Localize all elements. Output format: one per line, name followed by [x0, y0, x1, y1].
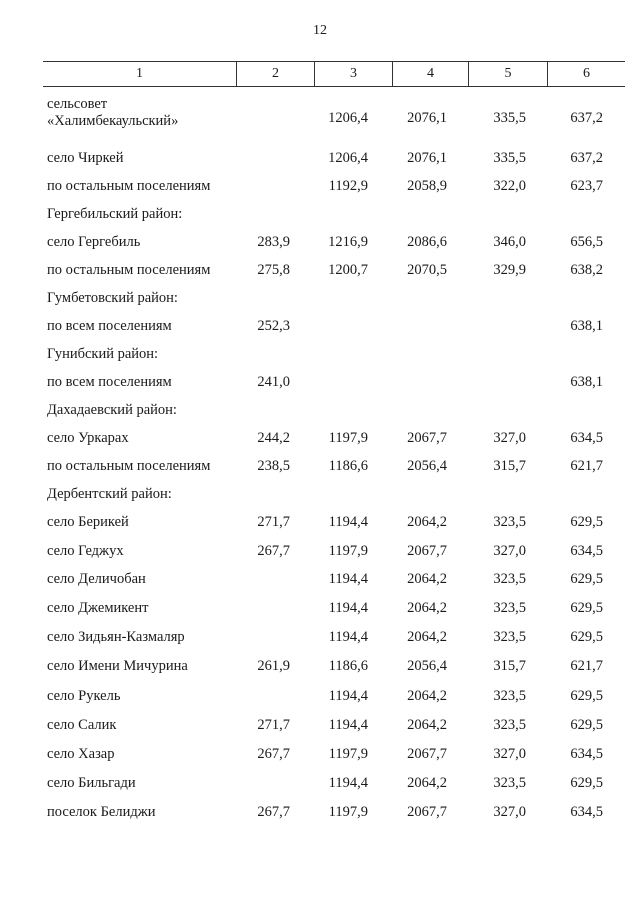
row-value-col-4: 2070,5	[407, 262, 447, 278]
table-row	[0, 569, 640, 589]
row-value-col-5: 323,5	[493, 571, 526, 587]
table-row	[0, 260, 640, 280]
table-row	[0, 773, 640, 793]
row-value-col-4: 2056,4	[407, 658, 447, 674]
row-value-col-5: 323,5	[493, 629, 526, 645]
row-value-col-5: 315,7	[493, 658, 526, 674]
table-row	[0, 686, 640, 706]
row-name: село Гергебиль	[47, 234, 141, 250]
row-name: село Рукель	[47, 688, 121, 704]
row-value-col-5: 323,5	[493, 600, 526, 616]
row-value-col-6: 629,5	[570, 514, 603, 530]
row-value-col-5: 327,0	[493, 430, 526, 446]
row-value-col-2: 252,3	[257, 318, 290, 334]
header-col-1: 1	[136, 66, 143, 81]
row-value-col-3: 1194,4	[328, 775, 368, 791]
row-value-col-6: 629,5	[570, 600, 603, 616]
row-value-col-6: 623,7	[570, 178, 603, 194]
row-value-col-3: 1206,4	[328, 110, 368, 126]
row-value-col-3: 1194,4	[328, 571, 368, 587]
table-row	[0, 316, 640, 336]
table-row	[0, 204, 640, 224]
row-value-col-5: 335,5	[493, 150, 526, 166]
row-value-col-6: 638,2	[570, 262, 603, 278]
row-value-col-6: 629,5	[570, 629, 603, 645]
row-value-col-4: 2076,1	[407, 150, 447, 166]
table-row	[0, 232, 640, 252]
row-value-col-5: 327,0	[493, 746, 526, 762]
row-value-col-3: 1216,9	[328, 234, 368, 250]
row-value-col-5: 323,5	[493, 514, 526, 530]
table-row	[0, 372, 640, 392]
row-value-col-4: 2064,2	[407, 775, 447, 791]
row-value-col-5: 329,9	[493, 262, 526, 278]
row-value-col-3: 1206,4	[328, 150, 368, 166]
row-name: по всем поселениям	[47, 374, 172, 390]
row-value-col-6: 638,1	[570, 318, 603, 334]
header-col-2: 2	[236, 62, 314, 86]
row-value-col-6: 634,5	[570, 746, 603, 762]
row-name: Гумбетовский район:	[47, 290, 178, 306]
row-name: село Берикей	[47, 514, 129, 530]
table-row	[0, 148, 640, 168]
row-value-col-2: 271,7	[257, 514, 290, 530]
row-value-col-2: 267,7	[257, 543, 290, 559]
row-value-col-5: 315,7	[493, 458, 526, 474]
table-row	[0, 627, 640, 647]
row-value-col-5: 327,0	[493, 804, 526, 820]
row-value-col-3: 1197,9	[328, 430, 368, 446]
row-value-col-4: 2067,7	[407, 746, 447, 762]
row-value-col-6: 621,7	[570, 458, 603, 474]
row-value-col-5: 323,5	[493, 688, 526, 704]
row-value-col-6: 621,7	[570, 658, 603, 674]
row-value-col-2: 238,5	[257, 458, 290, 474]
row-value-col-4: 2064,2	[407, 514, 447, 530]
row-value-col-3: 1194,4	[328, 688, 368, 704]
row-value-col-4: 2064,2	[407, 571, 447, 587]
table-row	[0, 744, 640, 764]
row-value-col-6: 629,5	[570, 571, 603, 587]
row-value-col-3: 1197,9	[328, 543, 368, 559]
table-row	[0, 484, 640, 504]
header-col-4: 4	[392, 62, 468, 86]
table-row	[0, 176, 640, 196]
row-value-col-2: 283,9	[257, 234, 290, 250]
row-value-col-5: 346,0	[493, 234, 526, 250]
row-value-col-3: 1186,6	[328, 458, 368, 474]
row-value-col-4: 2067,7	[407, 804, 447, 820]
row-name: Дахадаевский район:	[47, 402, 177, 418]
row-value-col-5: 335,5	[493, 110, 526, 126]
row-value-col-5: 323,5	[493, 717, 526, 733]
row-value-col-2: 275,8	[257, 262, 290, 278]
row-name: село Хазар	[47, 746, 115, 762]
row-value-col-4: 2067,7	[407, 430, 447, 446]
row-name: село Зидьян-Казмаляр	[47, 629, 185, 645]
header-col-5: 5	[468, 62, 547, 86]
row-name: село Геджух	[47, 543, 124, 559]
row-value-col-4: 2064,2	[407, 629, 447, 645]
row-value-col-3: 1194,4	[328, 629, 368, 645]
row-value-col-4: 2067,7	[407, 543, 447, 559]
table-row	[0, 288, 640, 308]
row-value-col-6: 637,2	[570, 110, 603, 126]
row-value-col-6: 634,5	[570, 804, 603, 820]
row-value-col-6: 629,5	[570, 775, 603, 791]
table-row	[0, 512, 640, 532]
table-row	[0, 656, 640, 676]
row-name: по остальным поселениям	[47, 178, 211, 194]
row-name: село Джемикент	[47, 600, 149, 616]
row-value-col-2: 271,7	[257, 717, 290, 733]
row-value-col-5: 327,0	[493, 543, 526, 559]
row-name: село Уркарах	[47, 430, 129, 446]
row-name: село Чиркей	[47, 150, 124, 166]
row-value-col-3: 1194,4	[328, 514, 368, 530]
table-row	[0, 456, 640, 476]
row-name: сельсовет «Халимбекаульский»	[47, 96, 179, 129]
row-name: по остальным поселениям	[47, 262, 211, 278]
table-row	[0, 541, 640, 561]
row-value-col-6: 638,1	[570, 374, 603, 390]
row-value-col-3: 1200,7	[328, 262, 368, 278]
row-value-col-6: 629,5	[570, 688, 603, 704]
table-row	[0, 598, 640, 618]
row-value-col-6: 634,5	[570, 543, 603, 559]
row-value-col-6: 629,5	[570, 717, 603, 733]
row-value-col-3: 1197,9	[328, 746, 368, 762]
row-name: село Имени Мичурина	[47, 658, 188, 674]
row-value-col-2: 244,2	[257, 430, 290, 446]
table-row	[0, 400, 640, 420]
row-value-col-4: 2056,4	[407, 458, 447, 474]
row-value-col-6: 656,5	[570, 234, 603, 250]
row-value-col-3: 1197,9	[328, 804, 368, 820]
row-name: село Бильгади	[47, 775, 136, 791]
header-col-3: 3	[314, 62, 392, 86]
row-name: село Деличобан	[47, 571, 146, 587]
row-name: село Салик	[47, 717, 117, 733]
row-value-col-3: 1186,6	[328, 658, 368, 674]
table-row	[0, 428, 640, 448]
row-value-col-4: 2076,1	[407, 110, 447, 126]
table-row	[0, 344, 640, 364]
row-value-col-2: 261,9	[257, 658, 290, 674]
row-value-col-5: 322,0	[493, 178, 526, 194]
row-value-col-6: 637,2	[570, 150, 603, 166]
header-col-6: 6	[547, 62, 625, 86]
row-value-col-6: 634,5	[570, 430, 603, 446]
row-value-col-2: 241,0	[257, 374, 290, 390]
table-row	[0, 96, 640, 129]
row-value-col-4: 2086,6	[407, 234, 447, 250]
row-value-col-5: 323,5	[493, 775, 526, 791]
row-name: Гунибский район:	[47, 346, 159, 362]
row-value-col-2: 267,7	[257, 804, 290, 820]
row-name: по остальным поселениям	[47, 458, 211, 474]
row-name: Гергебильский район:	[47, 206, 183, 222]
row-value-col-3: 1192,9	[328, 178, 368, 194]
row-name: Дербентский район:	[47, 486, 172, 502]
table-row	[0, 715, 640, 735]
row-value-col-3: 1194,4	[328, 717, 368, 733]
row-value-col-4: 2064,2	[407, 688, 447, 704]
table-row	[0, 802, 640, 822]
row-value-col-4: 2064,2	[407, 600, 447, 616]
row-name: по всем поселениям	[47, 318, 172, 334]
row-value-col-4: 2058,9	[407, 178, 447, 194]
row-value-col-4: 2064,2	[407, 717, 447, 733]
page-number: 12	[313, 23, 327, 38]
row-name: поселок Белиджи	[47, 804, 156, 820]
row-value-col-2: 267,7	[257, 746, 290, 762]
row-value-col-3: 1194,4	[328, 600, 368, 616]
